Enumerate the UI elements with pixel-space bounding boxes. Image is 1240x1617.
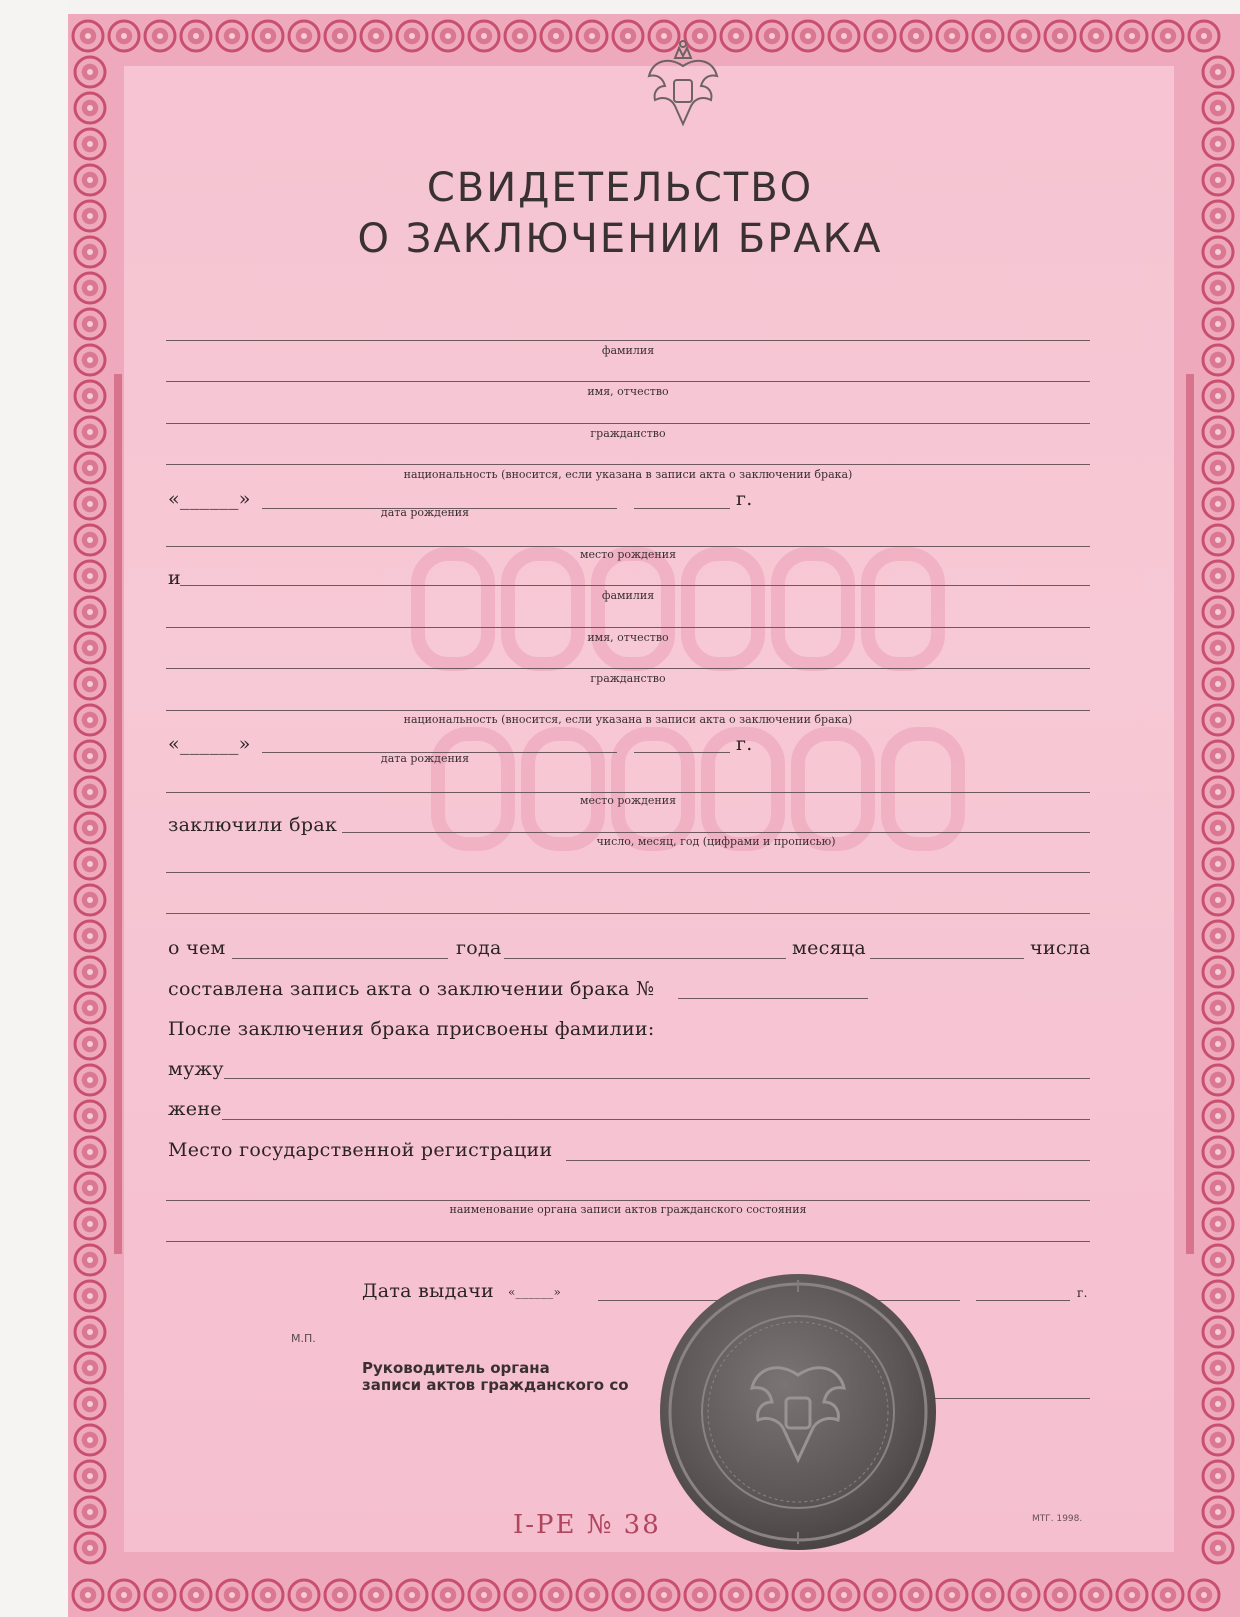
birth-place-line-1[interactable] (166, 546, 1090, 547)
birth-place-caption-1: место рождения (579, 548, 677, 561)
nationality-caption-2: национальность (вносится, если указана в записи акта о заключении брака) (403, 713, 853, 726)
birth-date-caption-1: дата рождения (380, 506, 470, 519)
marriage-date-caption: число, месяц, год (цифрами и прописью) (596, 835, 836, 848)
citizenship-line-1[interactable] (166, 423, 1090, 424)
scan-margin (0, 0, 68, 1617)
document-title-line1: СВИДЕТЕЛЬСТВО (426, 165, 814, 211)
about-label: о чем (168, 937, 226, 959)
day-label: числа (1030, 937, 1091, 959)
registration-line[interactable] (566, 1160, 1090, 1161)
name-caption-2: имя, отчество (587, 631, 669, 644)
serial-number: I-PE № 38 (513, 1510, 661, 1540)
side-stripe (1186, 374, 1194, 1254)
issue-year-line[interactable] (976, 1300, 1070, 1301)
surname-caption-1: фамилия (601, 344, 655, 357)
birth-date-caption-2: дата рождения (380, 752, 470, 765)
surnames-heading: После заключения брака присвоены фамилии: (168, 1018, 655, 1040)
birth-place-caption-2: место рождения (579, 794, 677, 807)
citizenship-caption-1: гражданство (590, 427, 666, 440)
citizenship-caption-2: гражданство (590, 672, 666, 685)
name-line-1[interactable] (166, 381, 1090, 382)
document-title-line2: О ЗАКЛЮЧЕНИИ БРАКА (357, 216, 883, 262)
surname-line-1[interactable] (166, 340, 1090, 341)
husband-label: мужу (168, 1058, 224, 1080)
signature-line[interactable] (930, 1398, 1090, 1399)
registration-line-2[interactable] (166, 1200, 1090, 1201)
registry-head-line2: записи актов гражданского со (362, 1376, 629, 1394)
coat-of-arms-icon (643, 36, 723, 136)
birth-year-suffix-2: г. (736, 733, 753, 755)
birth-day-field-2[interactable]: «______» (168, 733, 251, 755)
surname-caption-2: фамилия (601, 589, 655, 602)
birth-place-line-2[interactable] (166, 792, 1090, 793)
registry-head-line1: Руководитель органа (362, 1359, 550, 1377)
birth-year-line-2[interactable] (634, 752, 730, 753)
birth-year-suffix-1: г. (736, 488, 753, 510)
record-month-line[interactable] (504, 958, 786, 959)
year-label: года (456, 937, 502, 959)
side-stripe (114, 374, 122, 1254)
act-number-label: составлена запись акта о заключении брака № (168, 978, 655, 1000)
name-line-2[interactable] (166, 627, 1090, 628)
stamp-place-label: М.П. (291, 1332, 316, 1345)
issue-date-label: Дата выдачи (362, 1280, 495, 1302)
official-seal (656, 1270, 940, 1554)
birth-year-line-1[interactable] (634, 508, 730, 509)
issue-day-field[interactable]: «______» (508, 1285, 562, 1299)
husband-surname-line[interactable] (224, 1078, 1090, 1079)
registry-caption: наименование органа записи актов гражданского состояния (449, 1203, 807, 1216)
issue-year-suffix: г. (1077, 1286, 1088, 1300)
nationality-line-1[interactable] (166, 464, 1090, 465)
printer-mark: МТГ. 1998. (1032, 1514, 1083, 1524)
act-number-line[interactable] (678, 998, 868, 999)
registry-head-label (362, 1360, 629, 1394)
surname-line-2[interactable] (180, 585, 1090, 586)
citizenship-line-2[interactable] (166, 668, 1090, 669)
wife-label: жене (168, 1098, 222, 1120)
record-year-line[interactable] (232, 958, 448, 959)
marriage-date-line[interactable] (342, 832, 1090, 833)
marriage-date-line-3[interactable] (166, 913, 1090, 914)
record-day-line[interactable] (870, 958, 1024, 959)
month-label: месяца (792, 937, 866, 959)
wife-surname-line[interactable] (222, 1119, 1090, 1120)
marriage-label: заключили брак (168, 814, 338, 836)
marriage-date-line-2[interactable] (166, 872, 1090, 873)
name-caption-1: имя, отчество (587, 385, 669, 398)
nationality-line-2[interactable] (166, 710, 1090, 711)
nationality-caption-1: национальность (вносится, если указана в записи акта о заключении брака) (403, 468, 853, 481)
registration-label: Место государственной регистрации (168, 1139, 553, 1161)
birth-day-field-1[interactable]: «______» (168, 488, 251, 510)
connector-and: и (168, 567, 181, 589)
registration-line-3[interactable] (166, 1241, 1090, 1242)
